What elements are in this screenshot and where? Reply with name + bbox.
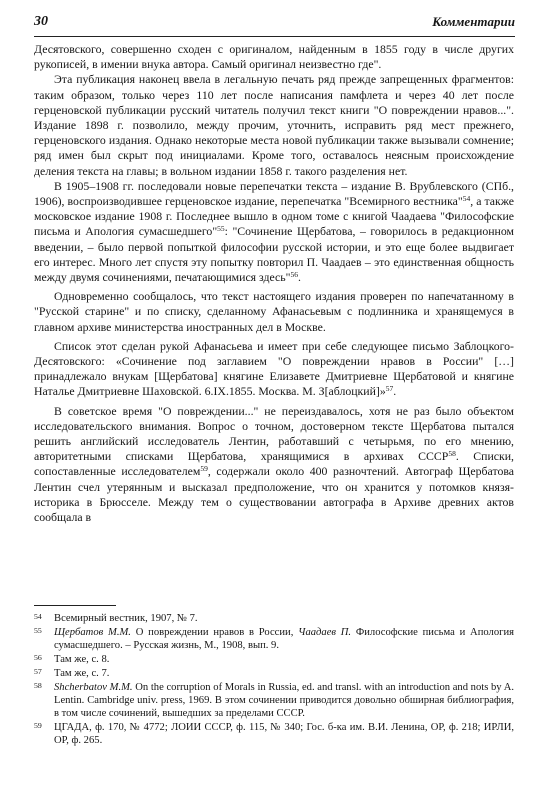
footnote-ref: 59 <box>200 464 208 474</box>
paragraph-p4 <box>34 289 514 335</box>
footnote-text <box>54 653 514 666</box>
text-run: . <box>393 384 397 399</box>
footnote-text <box>54 721 514 747</box>
page-number: 30 <box>34 14 48 29</box>
text-run: Одновременно сообщалось, что текст настоящего издания проверен по напечатанному в "Русской старине" и по списку, сделанному Афанасьевым с подлинника и хранящемуся в главном архиве министерства иностранных дел в Москве. <box>34 289 514 334</box>
text-run: , содержали около 400 разночтений. Автограф Щербатова Лентин счел утерянным и высказал предположение, что он хранится у потомков князя-историка в Брюсселе. Между тем о существовании автографа в Архиве древних актов сообщала в <box>34 464 515 525</box>
text-run: . Списки, сопоставленные исследователем <box>34 449 514 479</box>
footnote-separator <box>34 605 116 606</box>
footnote-ref: 54 <box>462 194 471 204</box>
footnote-number: 54 <box>34 612 42 621</box>
text-run: Десятовского, совершенно сходен с оригиналом, найденным в 1855 году в числе других рукописей, в имении внука автора. Самый оригинал неизвестно где". <box>34 42 514 72</box>
footnote-number: 57 <box>34 667 42 676</box>
footnote-text <box>54 667 514 680</box>
text-run: В 1905–1908 гг. последовали новые перепечатки текста – издание В. Врублевского (СПб., 1906), воспроизводившее герценовское издание, перепечатка "Всемирного вестника" <box>34 178 514 209</box>
text-run: В советское время "О повреждении..." не переиздавалось, хотя не раз было объектом исследовательского внимания. Вопрос о точном, достоверном тексте Щербатова пытался решить английский исследователь Лентин, работавший с четырьмя, по его мнению, авторитетными списками Щербатова, хранящимися в архивах СССР <box>34 403 514 464</box>
paragraph-p2 <box>34 72 514 178</box>
text-run: Там же, с. 7. <box>54 668 110 679</box>
page-header <box>34 10 515 37</box>
body-text <box>34 42 514 525</box>
footnote-text <box>54 681 514 720</box>
footnote-57 <box>34 667 514 680</box>
text-run: , а также московское издание 1908 г. Последнее вышло в одном томе с книгой Чаадаева "Философские письма и Апология сумасшедшего" <box>34 194 514 239</box>
text-run: . <box>297 270 301 285</box>
text-run: О повреждении нравов в России, <box>130 627 299 638</box>
text-run: : "Сочинение Щербатова, – говорилось в редакционном введении, – было первой попыткой философии русской истории, и это еще более выдвигает его интерес. Много лет спустя эту попытку повторил П. Чаадаев – это единственная общность между двумя сочинениями, печатающимися здесь" <box>34 224 514 285</box>
footnote-author: Shcherbatov M.M. <box>54 682 133 693</box>
text-run: Философские письма и Апология сумасшедшего. – Русская жизнь, М., 1908, вып. 9. <box>54 627 515 651</box>
paragraph-p3 <box>34 179 514 285</box>
footnote-ref: 57 <box>385 384 394 394</box>
text-run: ЦГАДА, ф. 170, № 4772; ЛОИИ СССР, ф. 115, № 340; Гос. б-ка им. В.И. Ленина, ОР, ф. 218; ИРЛИ, ОР, ф. 265. <box>54 722 514 746</box>
text-run: On the corruption of Morals in Russia, ed. and transl. with an introduction and nots by A. Lentin. Cambridge univ. press, 1969. В этом сочинении приводится довольно обширная библиография, в том числе сочинений, вышедших за пределами СССР. <box>54 682 514 719</box>
footnote-text <box>54 626 514 652</box>
footnote-ref: 58 <box>448 449 456 459</box>
paragraph-p5 <box>34 339 514 400</box>
footnote-number: 55 <box>34 626 42 635</box>
footnote-text <box>54 612 514 625</box>
footnote-56 <box>34 653 514 666</box>
footnote-author: Чаадаев П. <box>298 627 352 638</box>
footnote-58 <box>34 681 514 720</box>
footnote-ref: 56 <box>290 270 298 280</box>
footnote-number: 56 <box>34 653 42 662</box>
running-head: Комментарии <box>432 14 515 29</box>
footnotes <box>34 612 514 748</box>
footnote-number: 59 <box>34 721 42 730</box>
paragraph-p6 <box>34 404 514 526</box>
footnote-55 <box>34 626 514 652</box>
text-run: Список этот сделан рукой Афанасьева и имеет при себе следующее письмо Заблоцкого-Десятовского: «Сочинение под заглавием "О повреждении нравов в России" […] принадлежало внукам [Щербатова] княгине Елизавете Дмитриевне Щербатовой и княгине Наталье Дмитриевне Шаховской. 6.IX.1855. Москва. М. З[аблоцкий]» <box>34 338 514 399</box>
text-run: Там же, с. 8. <box>54 654 110 665</box>
text-run: Всемирный вестник, 1907, № 7. <box>54 613 198 624</box>
footnote-54 <box>34 612 514 625</box>
footnote-number: 58 <box>34 681 42 690</box>
footnote-59 <box>34 721 514 747</box>
footnote-author: Щербатов М.М. <box>54 627 131 638</box>
text-run: Эта публикация наконец ввела в легальную печать ряд прежде запрещенных фрагментов: таким образом, только через 110 лет после написания памфлета и через 40 лет после герценовской публикации русский читатель получил текст книги "О повреждении нравов...". Издание 1898 г. позволило, между прочим, уточнить, исправить ряд мест прежнего, герценовского издания. Однако некоторые места новой публикации также вызывали сомнение; ряд имен был скрыт под инициалами. Кроме того, оставалось неясным происхождение деления текста на главы; в вольном издании 1858 г. такого разделения нет. <box>34 72 514 178</box>
paragraph-p1 <box>34 42 514 72</box>
footnote-ref: 55 <box>217 224 225 234</box>
